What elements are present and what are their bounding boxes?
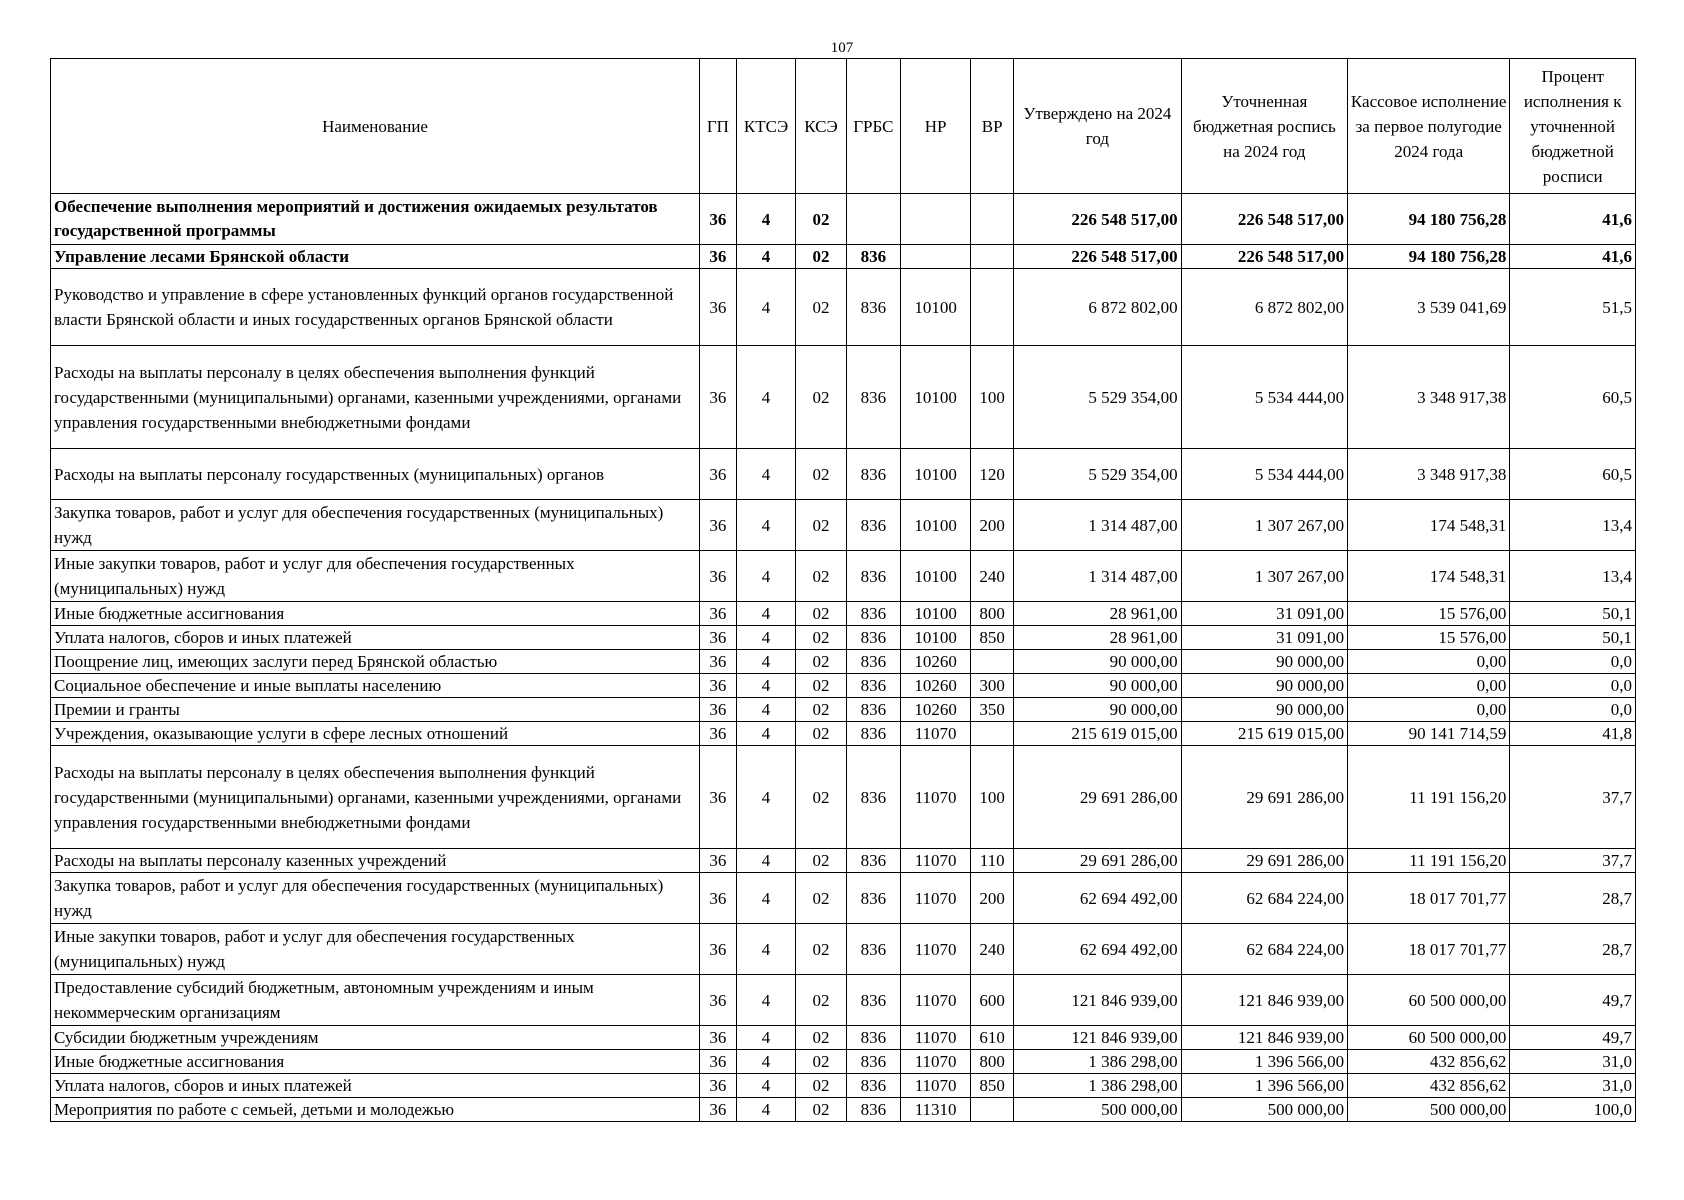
row-kse: 02: [796, 975, 846, 1026]
row-grbs: 836: [846, 1098, 900, 1122]
row-cash: 0,00: [1348, 698, 1510, 722]
row-ktse: 4: [736, 1050, 796, 1074]
row-gp: 36: [700, 924, 737, 975]
row-gp: 36: [700, 1050, 737, 1074]
row-gp: 36: [700, 1026, 737, 1050]
row-vr: [971, 1098, 1014, 1122]
table-row: [51, 722, 1636, 746]
row-cash: 18 017 701,77: [1348, 924, 1510, 975]
row-cash: 15 576,00: [1348, 626, 1510, 650]
row-refined: 6 872 802,00: [1181, 269, 1347, 346]
row-refined: 1 396 566,00: [1181, 1074, 1347, 1098]
row-grbs: 836: [846, 500, 900, 551]
row-cash: 60 500 000,00: [1348, 975, 1510, 1026]
row-percent: 51,5: [1510, 269, 1636, 346]
col-header-percent: Процент исполнения к уточненной бюджетной росписи: [1510, 59, 1636, 194]
table-row: [51, 602, 1636, 626]
row-name: Премии и гранты: [51, 698, 700, 722]
row-grbs: 836: [846, 924, 900, 975]
row-refined: 1 396 566,00: [1181, 1050, 1347, 1074]
row-percent: 0,0: [1510, 650, 1636, 674]
row-vr: 850: [971, 626, 1014, 650]
row-refined: 31 091,00: [1181, 602, 1347, 626]
table-row: [51, 626, 1636, 650]
row-np: 10100: [901, 626, 971, 650]
row-cash: 18 017 701,77: [1348, 873, 1510, 924]
row-refined: 5 534 444,00: [1181, 449, 1347, 500]
table-row: [51, 346, 1636, 449]
row-vr: 240: [971, 551, 1014, 602]
row-vr: [971, 722, 1014, 746]
row-approved: 5 529 354,00: [1014, 449, 1182, 500]
row-vr: 300: [971, 674, 1014, 698]
row-vr: [971, 194, 1014, 245]
row-kse: 02: [796, 1098, 846, 1122]
row-cash: 11 191 156,20: [1348, 746, 1510, 849]
row-ktse: 4: [736, 1074, 796, 1098]
row-ktse: 4: [736, 674, 796, 698]
row-grbs: 836: [846, 346, 900, 449]
row-refined: 500 000,00: [1181, 1098, 1347, 1122]
row-gp: 36: [700, 449, 737, 500]
row-kse: 02: [796, 722, 846, 746]
row-np: 11070: [901, 746, 971, 849]
row-name: Расходы на выплаты персоналу государственных (муниципальных) органов: [51, 449, 700, 500]
row-approved: 121 846 939,00: [1014, 975, 1182, 1026]
row-ktse: 4: [736, 873, 796, 924]
row-grbs: 836: [846, 449, 900, 500]
row-ktse: 4: [736, 551, 796, 602]
row-vr: 110: [971, 849, 1014, 873]
row-approved: 28 961,00: [1014, 602, 1182, 626]
table-row: [51, 849, 1636, 873]
row-vr: 800: [971, 602, 1014, 626]
row-refined: 5 534 444,00: [1181, 346, 1347, 449]
table-row: [51, 924, 1636, 975]
row-percent: 60,5: [1510, 449, 1636, 500]
row-approved: 90 000,00: [1014, 650, 1182, 674]
row-approved: 90 000,00: [1014, 674, 1182, 698]
row-kse: 02: [796, 849, 846, 873]
row-kse: 02: [796, 449, 846, 500]
row-name: Поощрение лиц, имеющих заслуги перед Брянской областью: [51, 650, 700, 674]
row-ktse: 4: [736, 500, 796, 551]
row-kse: 02: [796, 1026, 846, 1050]
row-approved: 29 691 286,00: [1014, 849, 1182, 873]
row-refined: 90 000,00: [1181, 698, 1347, 722]
row-percent: 28,7: [1510, 924, 1636, 975]
table-row: [51, 194, 1636, 245]
row-percent: 31,0: [1510, 1074, 1636, 1098]
row-gp: 36: [700, 626, 737, 650]
row-vr: 100: [971, 746, 1014, 849]
row-vr: 600: [971, 975, 1014, 1026]
row-percent: 28,7: [1510, 873, 1636, 924]
col-header-approved: Утверждено на 2024 год: [1014, 59, 1182, 194]
row-cash: 432 856,62: [1348, 1050, 1510, 1074]
table-row: [51, 698, 1636, 722]
table-row: [51, 873, 1636, 924]
row-vr: 100: [971, 346, 1014, 449]
table-row: [51, 1098, 1636, 1122]
row-name: Иные бюджетные ассигнования: [51, 1050, 700, 1074]
row-ktse: 4: [736, 849, 796, 873]
row-name: Закупка товаров, работ и услуг для обеспечения государственных (муниципальных) нужд: [51, 500, 700, 551]
row-percent: 50,1: [1510, 602, 1636, 626]
row-ktse: 4: [736, 698, 796, 722]
table-row: [51, 1074, 1636, 1098]
row-approved: 500 000,00: [1014, 1098, 1182, 1122]
table-row: [51, 746, 1636, 849]
row-name: Иные закупки товаров, работ и услуг для обеспечения государственных (муниципальных) нужд: [51, 551, 700, 602]
row-grbs: 836: [846, 1074, 900, 1098]
table-row: [51, 674, 1636, 698]
row-np: 10260: [901, 650, 971, 674]
row-ktse: 4: [736, 1026, 796, 1050]
row-kse: 02: [796, 1050, 846, 1074]
row-vr: 240: [971, 924, 1014, 975]
row-cash: 432 856,62: [1348, 1074, 1510, 1098]
row-np: 11070: [901, 873, 971, 924]
row-np: 11070: [901, 1050, 971, 1074]
row-approved: 29 691 286,00: [1014, 746, 1182, 849]
row-percent: 100,0: [1510, 1098, 1636, 1122]
row-refined: 215 619 015,00: [1181, 722, 1347, 746]
row-percent: 50,1: [1510, 626, 1636, 650]
row-approved: 226 548 517,00: [1014, 245, 1182, 269]
row-cash: 3 539 041,69: [1348, 269, 1510, 346]
row-cash: 174 548,31: [1348, 551, 1510, 602]
row-approved: 5 529 354,00: [1014, 346, 1182, 449]
row-kse: 02: [796, 551, 846, 602]
row-gp: 36: [700, 245, 737, 269]
row-kse: 02: [796, 1074, 846, 1098]
row-percent: 31,0: [1510, 1050, 1636, 1074]
row-cash: 0,00: [1348, 674, 1510, 698]
row-np: [901, 245, 971, 269]
col-header-cash: Кассовое исполнение за первое полугодие 2024 года: [1348, 59, 1510, 194]
row-cash: 3 348 917,38: [1348, 449, 1510, 500]
row-np: 10260: [901, 698, 971, 722]
row-percent: 0,0: [1510, 698, 1636, 722]
row-cash: 94 180 756,28: [1348, 194, 1510, 245]
row-name: Обеспечение выполнения мероприятий и достижения ожидаемых результатов государственной программы: [51, 194, 700, 245]
header-row: [51, 59, 1636, 194]
row-np: 11310: [901, 1098, 971, 1122]
row-name: Социальное обеспечение и иные выплаты населению: [51, 674, 700, 698]
row-grbs: 836: [846, 551, 900, 602]
row-percent: 49,7: [1510, 1026, 1636, 1050]
row-vr: 800: [971, 1050, 1014, 1074]
row-gp: 36: [700, 1074, 737, 1098]
row-percent: 37,7: [1510, 849, 1636, 873]
row-cash: 60 500 000,00: [1348, 1026, 1510, 1050]
row-ktse: 4: [736, 269, 796, 346]
row-approved: 1 314 487,00: [1014, 551, 1182, 602]
row-np: 11070: [901, 975, 971, 1026]
row-grbs: 836: [846, 674, 900, 698]
row-gp: 36: [700, 551, 737, 602]
row-gp: 36: [700, 194, 737, 245]
row-kse: 02: [796, 746, 846, 849]
row-np: 11070: [901, 1074, 971, 1098]
row-grbs: 836: [846, 602, 900, 626]
row-np: 11070: [901, 849, 971, 873]
row-vr: [971, 245, 1014, 269]
row-grbs: 836: [846, 698, 900, 722]
row-approved: 226 548 517,00: [1014, 194, 1182, 245]
row-grbs: 836: [846, 975, 900, 1026]
row-cash: 500 000,00: [1348, 1098, 1510, 1122]
row-gp: 36: [700, 975, 737, 1026]
row-grbs: 836: [846, 1050, 900, 1074]
table-row: [51, 975, 1636, 1026]
row-percent: 49,7: [1510, 975, 1636, 1026]
row-percent: 0,0: [1510, 674, 1636, 698]
row-name: Расходы на выплаты персоналу казенных учреждений: [51, 849, 700, 873]
row-np: [901, 194, 971, 245]
row-kse: 02: [796, 873, 846, 924]
row-np: 11070: [901, 1026, 971, 1050]
row-percent: 37,7: [1510, 746, 1636, 849]
row-cash: 174 548,31: [1348, 500, 1510, 551]
row-ktse: 4: [736, 650, 796, 674]
col-header-ktse: КТСЭ: [736, 59, 796, 194]
row-ktse: 4: [736, 1098, 796, 1122]
row-percent: 13,4: [1510, 500, 1636, 551]
row-name: Предоставление субсидий бюджетным, автономным учреждениям и иным некоммерческим организациям: [51, 975, 700, 1026]
row-percent: 13,4: [1510, 551, 1636, 602]
row-grbs: 836: [846, 722, 900, 746]
row-np: 10100: [901, 551, 971, 602]
row-kse: 02: [796, 924, 846, 975]
col-header-gp: ГП: [700, 59, 737, 194]
row-name: Субсидии бюджетным учреждениям: [51, 1026, 700, 1050]
row-percent: 41,8: [1510, 722, 1636, 746]
row-cash: 94 180 756,28: [1348, 245, 1510, 269]
row-name: Руководство и управление в сфере установленных функций органов государственной власти Брянской области и иных государственных органов Брянской области: [51, 269, 700, 346]
row-name: Иные бюджетные ассигнования: [51, 602, 700, 626]
row-kse: 02: [796, 245, 846, 269]
row-approved: 62 694 492,00: [1014, 873, 1182, 924]
table-row: [51, 449, 1636, 500]
row-approved: 1 386 298,00: [1014, 1074, 1182, 1098]
row-kse: 02: [796, 602, 846, 626]
row-percent: 60,5: [1510, 346, 1636, 449]
col-header-vr: ВР: [971, 59, 1014, 194]
col-header-refined: Уточненная бюджетная роспись на 2024 год: [1181, 59, 1347, 194]
row-np: 10100: [901, 269, 971, 346]
row-gp: 36: [700, 746, 737, 849]
row-refined: 1 307 267,00: [1181, 500, 1347, 551]
row-approved: 62 694 492,00: [1014, 924, 1182, 975]
col-header-grbs: ГРБС: [846, 59, 900, 194]
row-vr: 610: [971, 1026, 1014, 1050]
table-row: [51, 269, 1636, 346]
row-name: Иные закупки товаров, работ и услуг для обеспечения государственных (муниципальных) нужд: [51, 924, 700, 975]
row-gp: 36: [700, 650, 737, 674]
row-grbs: 836: [846, 1026, 900, 1050]
row-gp: 36: [700, 269, 737, 346]
row-vr: 850: [971, 1074, 1014, 1098]
row-grbs: 836: [846, 626, 900, 650]
row-np: 11070: [901, 924, 971, 975]
row-gp: 36: [700, 722, 737, 746]
row-refined: 226 548 517,00: [1181, 194, 1347, 245]
row-refined: 90 000,00: [1181, 674, 1347, 698]
row-ktse: 4: [736, 346, 796, 449]
row-approved: 1 386 298,00: [1014, 1050, 1182, 1074]
row-grbs: 836: [846, 269, 900, 346]
row-vr: 350: [971, 698, 1014, 722]
col-header-name: Наименование: [51, 59, 700, 194]
row-approved: 90 000,00: [1014, 698, 1182, 722]
row-ktse: 4: [736, 722, 796, 746]
row-gp: 36: [700, 674, 737, 698]
row-vr: 120: [971, 449, 1014, 500]
row-approved: 121 846 939,00: [1014, 1026, 1182, 1050]
row-approved: 215 619 015,00: [1014, 722, 1182, 746]
row-kse: 02: [796, 698, 846, 722]
row-kse: 02: [796, 650, 846, 674]
row-percent: 41,6: [1510, 245, 1636, 269]
table-row: [51, 245, 1636, 269]
row-gp: 36: [700, 849, 737, 873]
budget-table: [50, 58, 1636, 1122]
row-refined: 1 307 267,00: [1181, 551, 1347, 602]
row-refined: 90 000,00: [1181, 650, 1347, 674]
row-refined: 29 691 286,00: [1181, 849, 1347, 873]
row-name: Расходы на выплаты персоналу в целях обеспечения выполнения функций государственными (муниципальными) органами, казенными учреждениями, органами управления государственными внебюджетными фондами: [51, 346, 700, 449]
row-gp: 36: [700, 602, 737, 626]
row-cash: 11 191 156,20: [1348, 849, 1510, 873]
row-name: Учреждения, оказывающие услуги в сфере лесных отношений: [51, 722, 700, 746]
row-np: 10100: [901, 602, 971, 626]
row-gp: 36: [700, 1098, 737, 1122]
row-np: 10100: [901, 500, 971, 551]
row-approved: 6 872 802,00: [1014, 269, 1182, 346]
row-approved: 1 314 487,00: [1014, 500, 1182, 551]
row-kse: 02: [796, 500, 846, 551]
row-approved: 28 961,00: [1014, 626, 1182, 650]
row-refined: 121 846 939,00: [1181, 975, 1347, 1026]
row-ktse: 4: [736, 626, 796, 650]
row-gp: 36: [700, 873, 737, 924]
row-kse: 02: [796, 346, 846, 449]
row-cash: 90 141 714,59: [1348, 722, 1510, 746]
row-gp: 36: [700, 698, 737, 722]
page-number: 107: [830, 40, 854, 56]
row-name: Расходы на выплаты персоналу в целях обеспечения выполнения функций государственными (муниципальными) органами, казенными учреждениями, органами управления государственными внебюджетными фондами: [51, 746, 700, 849]
row-refined: 31 091,00: [1181, 626, 1347, 650]
row-grbs: 836: [846, 746, 900, 849]
row-refined: 62 684 224,00: [1181, 924, 1347, 975]
row-np: 10100: [901, 346, 971, 449]
row-vr: [971, 650, 1014, 674]
col-header-np: НР: [901, 59, 971, 194]
row-np: 11070: [901, 722, 971, 746]
row-ktse: 4: [736, 602, 796, 626]
row-ktse: 4: [736, 245, 796, 269]
row-refined: 121 846 939,00: [1181, 1026, 1347, 1050]
row-grbs: [846, 194, 900, 245]
table-row: [51, 551, 1636, 602]
row-name: Уплата налогов, сборов и иных платежей: [51, 1074, 700, 1098]
row-vr: 200: [971, 500, 1014, 551]
row-vr: [971, 269, 1014, 346]
row-cash: 15 576,00: [1348, 602, 1510, 626]
row-vr: 200: [971, 873, 1014, 924]
row-name: Закупка товаров, работ и услуг для обеспечения государственных (муниципальных) нужд: [51, 873, 700, 924]
row-percent: 41,6: [1510, 194, 1636, 245]
table-row: [51, 500, 1636, 551]
row-kse: 02: [796, 674, 846, 698]
row-ktse: 4: [736, 975, 796, 1026]
row-name: Уплата налогов, сборов и иных платежей: [51, 626, 700, 650]
row-refined: 62 684 224,00: [1181, 873, 1347, 924]
row-ktse: 4: [736, 924, 796, 975]
row-cash: 0,00: [1348, 650, 1510, 674]
row-ktse: 4: [736, 449, 796, 500]
table-row: [51, 1026, 1636, 1050]
row-np: 10100: [901, 449, 971, 500]
row-cash: 3 348 917,38: [1348, 346, 1510, 449]
row-ktse: 4: [736, 746, 796, 849]
row-refined: 29 691 286,00: [1181, 746, 1347, 849]
row-np: 10260: [901, 674, 971, 698]
col-header-kse: КСЭ: [796, 59, 846, 194]
row-grbs: 836: [846, 650, 900, 674]
row-grbs: 836: [846, 849, 900, 873]
row-gp: 36: [700, 500, 737, 551]
row-kse: 02: [796, 626, 846, 650]
row-grbs: 836: [846, 873, 900, 924]
row-ktse: 4: [736, 194, 796, 245]
row-name: Управление лесами Брянской области: [51, 245, 700, 269]
table-row: [51, 650, 1636, 674]
row-name: Мероприятия по работе с семьей, детьми и молодежью: [51, 1098, 700, 1122]
row-grbs: 836: [846, 245, 900, 269]
row-refined: 226 548 517,00: [1181, 245, 1347, 269]
row-gp: 36: [700, 346, 737, 449]
table-row: [51, 1050, 1636, 1074]
row-kse: 02: [796, 194, 846, 245]
row-kse: 02: [796, 269, 846, 346]
